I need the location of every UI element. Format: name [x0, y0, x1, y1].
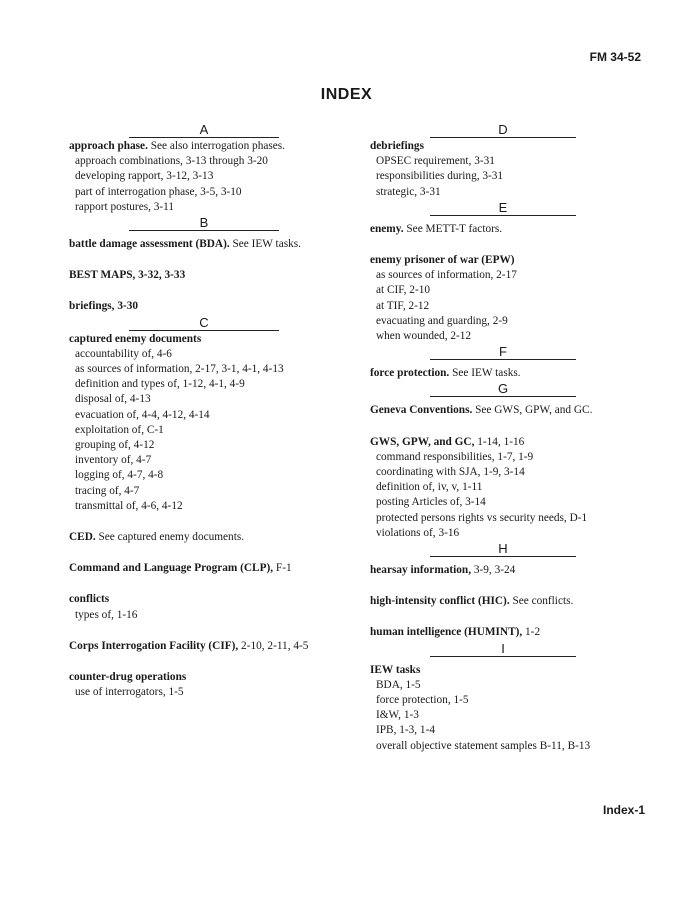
index-subentry: approach combinations, 3-13 through 3-20	[75, 155, 268, 168]
section-letter-c: C	[129, 315, 279, 331]
index-subentry: disposal of, 4-13	[75, 393, 151, 406]
index-subentry: coordinating with SJA, 1-9, 3-14	[376, 466, 525, 479]
index-column-right	[370, 122, 670, 754]
index-entry: battle damage assessment (BDA). See IEW tasks.	[69, 238, 301, 251]
index-entry: high-intensity conflict (HIC). See conflicts.	[370, 595, 574, 608]
index-subentry: command responsibilities, 1-7, 1-9	[376, 450, 534, 463]
index-subentry: definition of, iv, v, 1-11	[376, 481, 483, 494]
index-subentry: use of interrogators, 1-5	[75, 686, 184, 699]
index-entry: debriefings	[370, 140, 424, 152]
index-subentry: as sources of information, 2-17, 3-1, 4-1, 4-13	[75, 363, 284, 376]
index-subentry: force protection, 1-5	[376, 694, 469, 707]
index-subentry: definition and types of, 1-12, 4-1, 4-9	[75, 378, 245, 391]
index-subentry: IPB, 1-3, 1-4	[376, 724, 435, 737]
index-subentry: evacuating and guarding, 2-9	[376, 314, 508, 327]
index-entry: enemy. See METT-T factors.	[370, 222, 503, 235]
index-subentry: protected persons rights vs security needs, D-1	[376, 511, 588, 524]
section-letter-i: I	[430, 641, 576, 657]
index-subentry: evacuation of, 4-4, 4-12, 4-14	[75, 408, 210, 421]
index-subentry: tracing of, 4-7	[75, 484, 140, 497]
index-entry: briefings, 3-30	[69, 300, 139, 313]
index-subentry: logging of, 4-7, 4-8	[75, 469, 164, 482]
index-entry: hearsay information, 3-9, 3-24	[370, 564, 516, 577]
index-entry: force protection. See IEW tasks.	[370, 367, 521, 380]
section-letter-g: G	[430, 381, 576, 397]
page-title: INDEX	[320, 86, 373, 103]
index-entry: conflicts	[69, 593, 110, 606]
index-subentry: developing rapport, 3-12, 3-13	[75, 170, 214, 183]
index-subentry: at CIF, 2-10	[376, 284, 431, 297]
index-entry: Corps Interrogation Facility (CIF), 2-10, 2-11, 4-5	[69, 639, 309, 652]
section-letter-e: E	[430, 200, 576, 216]
index-subentry: when wounded, 2-12	[376, 330, 472, 343]
index-subentry: part of interrogation phase, 3-5, 3-10	[75, 185, 242, 198]
index-subentry: grouping of, 4-12	[75, 439, 155, 452]
index-entry: Geneva Conventions. See GWS, GPW, and GC.	[370, 404, 593, 417]
section-letter-h: H	[430, 541, 576, 557]
index-entry: GWS, GPW, and GC, 1-14, 1-16	[370, 435, 525, 448]
index-subentry: OPSEC requirement, 3-31	[376, 155, 495, 168]
index-subentry: BDA, 1-5	[376, 678, 421, 691]
index-subentry: responsibilities during, 3-31	[376, 170, 504, 183]
section-letter-a: A	[129, 122, 279, 138]
index-entry: counter-drug operations	[69, 671, 187, 684]
index-subentry: strategic, 3-31	[376, 185, 441, 198]
document-id: FM 34-52	[589, 50, 641, 64]
section-letter-f: F	[430, 344, 576, 360]
index-entry: BEST MAPS, 3-32, 3-33	[69, 269, 186, 282]
index-entry: enemy prisoner of war (EPW)	[370, 254, 515, 267]
index-entry: Command and Language Program (CLP), F-1	[69, 562, 292, 575]
index-subentry: overall objective statement samples B-11, B-13	[376, 739, 591, 752]
index-subentry: rapport postures, 3-11	[75, 200, 175, 213]
index-entry: CED. See captured enemy documents.	[69, 531, 245, 544]
index-subentry: types of, 1-16	[75, 608, 138, 621]
index-subentry: as sources of information, 2-17	[376, 269, 517, 282]
index-subentry: exploitation of, C-1	[75, 423, 164, 436]
index-subentry: inventory of, 4-7	[75, 454, 152, 467]
section-letter-b: B	[129, 215, 279, 231]
index-subentry: accountability of, 4-6	[75, 347, 172, 360]
index-subentry: transmittal of, 4-6, 4-12	[75, 499, 183, 512]
index-subentry: posting Articles of, 3-14	[376, 496, 486, 509]
index-subentry: I&W, 1-3	[376, 709, 419, 722]
section-letter-d: D	[430, 122, 576, 138]
index-entry: human intelligence (HUMINT), 1-2	[370, 626, 541, 639]
page-number: Index-1	[602, 803, 645, 817]
index-column-left	[69, 122, 354, 700]
index-entry: captured enemy documents	[69, 332, 202, 345]
index-entry: approach phase. See also interrogation phases.	[69, 140, 285, 152]
index-entry: IEW tasks	[370, 663, 421, 676]
index-subentry: violations of, 3-16	[376, 526, 460, 539]
index-subentry: at TIF, 2-12	[376, 299, 430, 312]
